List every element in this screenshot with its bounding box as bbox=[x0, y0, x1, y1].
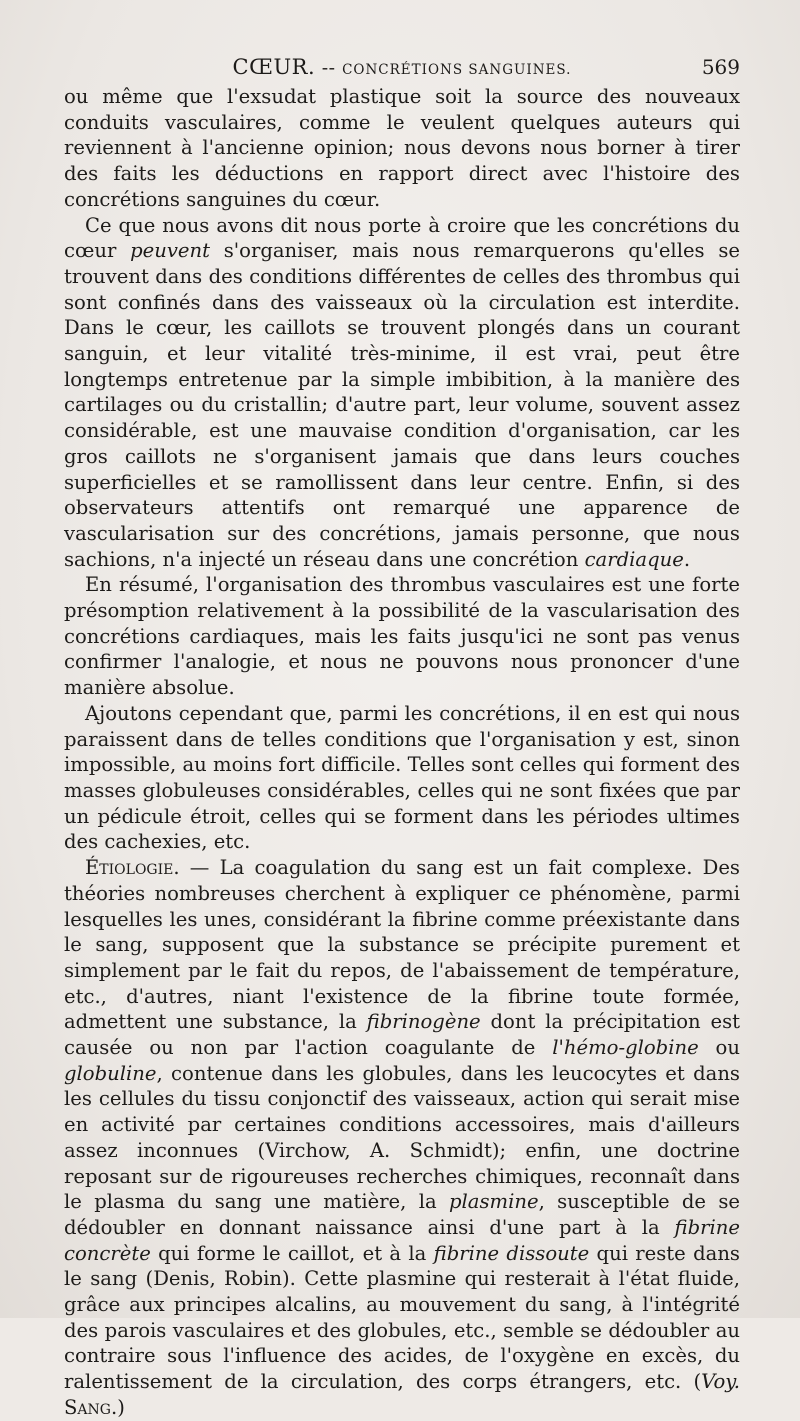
p5-em-fibrine-concrete: fibrine concrète bbox=[64, 1215, 740, 1265]
paragraph-4: Ajoutons cependant que, parmi les concrétions, il en est qui nous paraissent dans de telles conditions que l'organisation y est, sinon impossible, au moins fort difficile. Telles sont celles qui forment des masses globuleuses considérables, celles qui ne sont fixées que par un pédicule étroit, celles qui se forment dans les périodes ultimes des cachexies, etc. bbox=[64, 701, 740, 854]
header-title-separator: -- bbox=[315, 57, 343, 79]
p5-em-globuline: globuline bbox=[64, 1061, 157, 1085]
paragraph-2-emphasis-cardiaque: cardiaque bbox=[584, 547, 684, 571]
p5-text-7: qui reste dans le sang (Denis, Robin). Cette plasmine qui resterait à l'état fluide, grâce aux principes alcalins, au mouvement du sang, à l'intégrité des parois vasculaires et des globules, etc., semble se dédoubler au contraire sous l'influence des acides, de l'oxygène en excès, du ralentissement de la circulation, des corps étrangers, etc. ( bbox=[64, 1241, 740, 1394]
section-heading-etiologie: Étiologie bbox=[85, 856, 174, 880]
running-title bbox=[64, 55, 740, 79]
paragraph-2-text-a: Ce que nous avons dit nous porte à croire que les concrétions du cœur bbox=[64, 213, 740, 263]
p5-text-5: , susceptible de se dédoubler en donnant naissance ainsi d'une part à la bbox=[64, 1190, 740, 1239]
p5-text-4: , contenue dans les globules, dans les leucocytes et dans les cellules du tissu conjonctif des vaisseaux, action qui serait mise en activité par certaines conditions accessoires, mais d'ailleurs assez inconnues (Virchow, A. Schmidt); enfin, une doctrine reposant sur de rigoureuses recherches chimiques, reconnaît dans le plasma du sang une matière, la bbox=[64, 1061, 740, 1214]
p5-em-plasmine: plasmine bbox=[449, 1190, 539, 1214]
paragraph-2-text-b: s'organiser, mais nous remarquerons qu'elles se trouvent dans des conditions différentes de celles des thrombus qui sont confinés dans des vaisseaux où la circulation est interdite. Dans le cœur, les caillots se trouvent plongés dans un courant sanguin, et leur vitalité très-minime, il est vrai, peut être longtemps entretenue par la simple imbibition, à la manière des cartilages ou du cristallin; d'autre part, leur volume, souvent assez considérable, est une mauvaise condition d'organisation, car les gros caillots ne s'organisent jamais que dans leurs couches superficielles et se ramollissent dans leur centre. Enfin, si des observateurs attentifs ont remarqué une apparence de vascularisation sur des concrétions, jamais personne, que nous sachions, n'a injecté un réseau dans une concrétion bbox=[64, 239, 740, 571]
paragraph-1: ou même que l'exsudat plastique soit la source des nouveaux conduits vasculaires, comme le veulent quelques auteurs qui reviennent à l'ancienne opinion; nous devons nous borner à tirer des faits les déductions en rapport direct avec l'histoire des concrétions sanguines du cœur. bbox=[64, 85, 740, 211]
p5-text-6: qui forme le caillot, et à la bbox=[150, 1241, 434, 1265]
paragraph-3: En résumé, l'organisation des thrombus vasculaires est une forte présomption relativement à la possibilité de la vascularisation des concrétions cardiaques, mais les faits jusqu'ici ne sont pas venus confirmer l'analogie, et nous ne pouvons nous prononcer d'une manière absolue. bbox=[64, 573, 740, 700]
p5-em-voy: Voy. bbox=[701, 1370, 740, 1394]
p5-sc-sang: Sang bbox=[64, 1395, 111, 1419]
page-number: 569 bbox=[701, 55, 740, 79]
paragraph-2-text-c: . bbox=[683, 547, 691, 571]
p5-text-1: . — La coagulation du sang est un fait complexe. Des théories nombreuses cherchent à expliquer ce phénomène, parmi lesquelles les unes, considérant la fibrine comme préexistante dans le sang, supposent que la substance se précipite purement et simplement par le fait du repos, de l'abaissement de température, etc., d'autres, niant l'existence de la fibrine toute formée, admettent une substance, la bbox=[64, 856, 740, 1034]
p5-text-9: .) bbox=[110, 1395, 125, 1419]
body-text bbox=[64, 84, 740, 1421]
p5-em-hemoglobine: l'hémo-globine bbox=[552, 1036, 699, 1060]
p5-text-2: dont la précipitation est causée ou non par l'action coagulante de bbox=[64, 1010, 740, 1060]
header-title-main: CŒUR. bbox=[232, 55, 316, 79]
header-title-sub: CONCRÉTIONS SANGUINES. bbox=[342, 62, 572, 78]
paragraph-5 bbox=[64, 855, 740, 1420]
running-header bbox=[64, 52, 740, 82]
p5-text-3: ou bbox=[698, 1036, 740, 1060]
paragraph-2-emphasis-peuvent: peuvent bbox=[130, 239, 210, 263]
paragraph-2 bbox=[64, 213, 740, 573]
p5-em-fibrinogene: fibrinogène bbox=[366, 1010, 481, 1034]
p5-em-fibrine-dissoute: fibrine dissoute bbox=[433, 1241, 590, 1265]
